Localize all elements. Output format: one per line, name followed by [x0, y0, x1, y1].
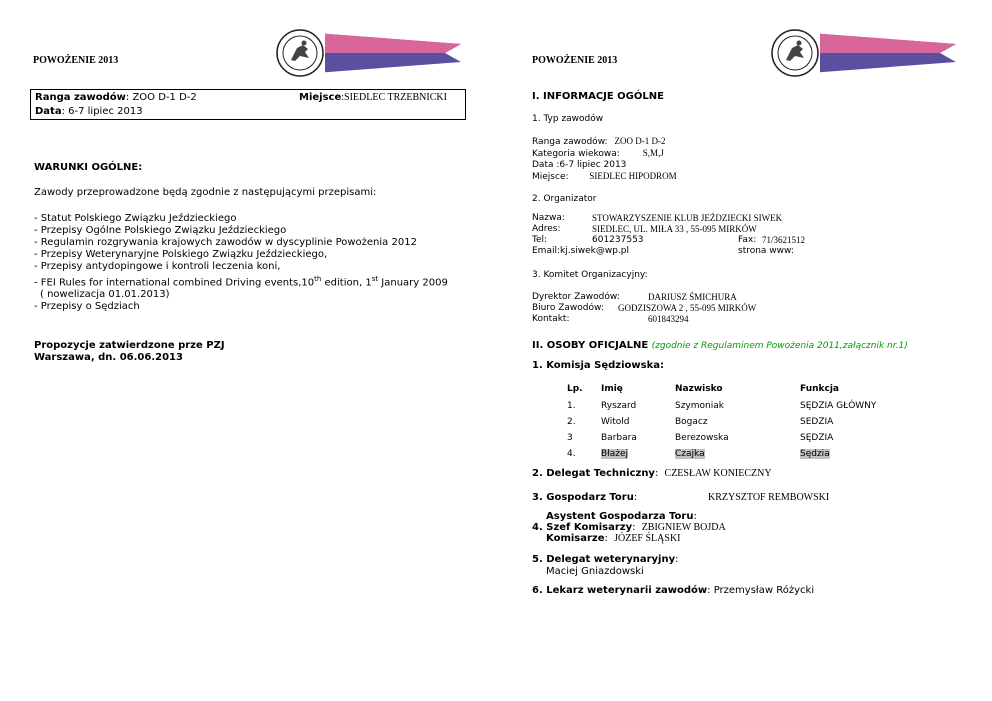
jury-table [567, 384, 907, 464]
stewards-block: Asystent Gospodarza Toru: 4. Szef Komisarzy: ZBIGNIEW BOJDA Komisarze: JÓZEF ŚLĄSKI [532, 511, 726, 544]
approval-text: Propozycje zatwierdzone prze PZJ [34, 340, 225, 351]
organizer-heading: 2. Organizator [532, 194, 597, 204]
committee-details: Dyrektor Zawodów: DARIUSZ ŚMICHURA Biuro Zawodów: GODZISZOWA 2 , 55-095 MIRKÓW Kontakt: 601843294 [532, 292, 757, 324]
technical-delegate: 2. Delegat Techniczny: CZESŁAW KONIECZNY [532, 468, 772, 479]
table-cell: 3 [567, 433, 573, 443]
table-header: Nazwisko [675, 384, 723, 394]
rule-item: - Regulamin rozgrywania krajowych zawodów w dyscyplinie Powożenia 2012 [34, 237, 417, 248]
rule-item: - Przepisy antydopingowe i kontroli leczenia koni, [34, 261, 281, 272]
committee-heading: 3. Komitet Organizacyjny: [532, 270, 648, 280]
rule-item: - Przepisy o Sędziach [34, 301, 140, 313]
rule-item-fei-note: ( nowelizacja 01.01.2013) [40, 289, 170, 301]
rule-item: - Statut Polskiego Związku Jeździeckiego [34, 213, 237, 224]
intro-text: Zawody przeprowadzone będą zgodnie z następującymi przepisami: [34, 187, 377, 198]
rule-item-fei: - FEI Rules for international combined Driving events,10th edition, 1st January 2009 [34, 275, 448, 289]
type-details: Ranga zawodów: ZOO D-1 D-2 Kategoria wiekowa: S,M,J Data :6-7 lipiec 2013 Miejsce: SIEDLEC HIPODROM [532, 136, 677, 182]
table-cell: Barbara [601, 433, 637, 443]
jury-heading: 1. Komisja Sędziowska: [532, 360, 664, 371]
rule-item: - Przepisy Weterynaryjne Polskiego Związku Jeździeckiego, [34, 249, 328, 260]
table-cell: Błażej [601, 449, 629, 459]
table-cell: 1. [567, 401, 576, 411]
rule-item: - Przepisy Ogólne Polskiego Związku Jeździeckiego [34, 225, 287, 236]
approval-date: Warszawa, dn. 06.06.2013 [34, 352, 183, 363]
table-cell: 2. [567, 417, 576, 427]
right-flag-logo-icon [770, 28, 956, 78]
rules-list [34, 213, 448, 313]
vet-delegate: 5. Delegat weterynaryjny: Maciej Gniazdowski [532, 554, 679, 577]
table-cell: SĘDZIA GŁÓWNY [800, 401, 877, 411]
table-header: Imię [601, 384, 623, 394]
right-header: POWOŻENIE 2013 [532, 55, 618, 66]
rank-line: Ranga zawodów: ZOO D-1 D-2 [35, 92, 197, 103]
left-flag-logo-icon [275, 28, 461, 78]
course-designer: 3. Gospodarz Toru: KRZYSZTOF REMBOWSKI [532, 492, 830, 503]
place-line: Miejsce:SIEDLEC TRZEBNICKI [299, 92, 447, 103]
table-cell: Berezowska [675, 433, 729, 443]
table-cell: Ryszard [601, 401, 637, 411]
organizer-details: Nazwa: STOWARZYSZENIE KLUB JEŹDZIECKI SIWEK Adres: SIEDLEC, UL. MIŁA 33 , 55-095 MIRKÓW Tel: 601237553 Fax: 71/3621512 Email:kj.siwek@wp.pl strona www: [532, 213, 806, 256]
section-officials: II. OSOBY OFICJALNE (zgodnie z Regulaminem Powożenia 2011,załącznik nr.1) [532, 340, 908, 351]
table-cell: Witold [601, 417, 630, 427]
general-conditions-title: WARUNKI OGÓLNE: [34, 162, 143, 173]
table-cell: Czajka [675, 449, 705, 459]
section-general-info: I. INFORMACJE OGÓLNE [532, 91, 664, 102]
table-cell: Szymoniak [675, 401, 724, 411]
table-cell: 4. [567, 449, 576, 459]
table-cell: SEDZIA [800, 417, 834, 427]
left-header: POWOŻENIE 2013 [33, 55, 119, 66]
event-info-box [30, 89, 466, 120]
table-cell: SĘDZIA [800, 433, 834, 443]
table-header: Funkcja [800, 384, 839, 394]
type-heading: 1. Typ zawodów [532, 114, 604, 124]
vet-doctor: 6. Lekarz weterynarii zawodów: Przemysław Różycki [532, 585, 815, 596]
date-line: Data: 6-7 lipiec 2013 [35, 106, 143, 117]
table-cell: Bogacz [675, 417, 708, 427]
table-header: Lp. [567, 384, 583, 394]
table-cell: Sędzia [800, 449, 830, 459]
